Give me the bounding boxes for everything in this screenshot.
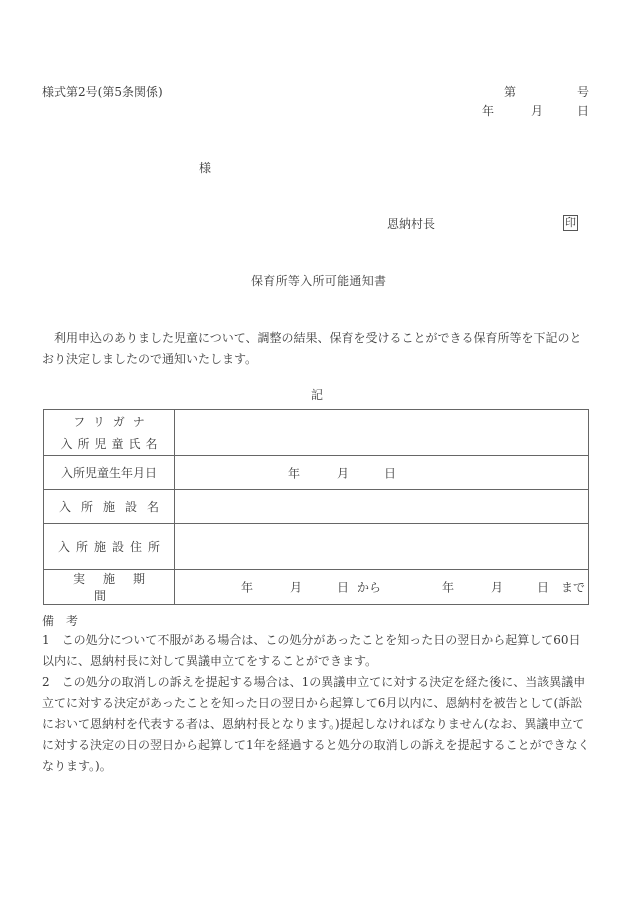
table-row-facility-name: [44, 490, 589, 524]
period-to-day: 日: [537, 580, 550, 595]
table-row-period: [44, 570, 589, 605]
remark-note-1: 1 この処分について不服がある場合は、この処分があったことを知った日の翌日から起算して60日以内に、恩納村長に対して異議申立てをすることができます。: [42, 633, 581, 668]
remark-note-2: 2 この処分の取消しの訴えを提起する場合は、1の異議申立てに対する決定を経た後に、当該異議申立てに対する決定があったことを知った日の翌日から起算して6月以内に、恩納村を被告として(訴訟において恩納村を代表する者は、恩納村長となります。)提起しなければなりません(なお、異議申立てに対する決定の日の翌日から起算して1年を経過すると処分の取消しの訴えを提起することができなくなります。)。: [42, 675, 590, 773]
label-cell: [44, 570, 175, 605]
issuer-title: 恩納村長: [387, 217, 436, 231]
dob-month: 月: [337, 466, 350, 480]
issue-date-day: 日: [577, 104, 590, 118]
label-cell: [44, 490, 175, 524]
period-field[interactable]: [175, 570, 589, 605]
period-to-word: まで: [561, 580, 586, 595]
facility-address-field[interactable]: [175, 524, 589, 570]
facility-name-field[interactable]: [175, 490, 589, 524]
label-cell: [44, 524, 175, 570]
facility-address-label: 入所施設住所: [57, 540, 166, 554]
period-to-month: 月: [491, 580, 504, 595]
details-table: [43, 409, 589, 605]
document-number-prefix: 第: [504, 85, 517, 99]
furigana-label: フリガナ: [73, 414, 153, 429]
child-dob-label: 入所児童生年月日: [44, 456, 175, 490]
issue-date-year: 年: [482, 104, 495, 118]
period-from-year: 年: [241, 580, 254, 595]
issue-date-month: 月: [531, 104, 544, 118]
child-name-label: 入所児童氏名: [60, 436, 163, 451]
dob-day: 日: [384, 466, 397, 480]
dob-year: 年: [288, 466, 301, 480]
ki-label: 記: [311, 388, 324, 402]
seal-icon: 印: [565, 216, 576, 229]
document-title: 保育所等入所可能通知書: [251, 274, 387, 288]
facility-name-label: 入所施設名: [58, 500, 169, 514]
remarks-heading: 備 考: [42, 614, 79, 628]
period-from-month: 月: [290, 580, 303, 595]
document-number-suffix: 号: [577, 85, 590, 99]
form-number: 様式第2号(第5条関係): [42, 85, 163, 99]
body-text: 利用申込のありました児童について、調整の結果、保育を受けることができる保育所等を下記のとおり決定しましたので通知いたします。: [42, 331, 582, 366]
child-name-field[interactable]: [175, 410, 589, 456]
period-label: 実施期間: [72, 572, 163, 603]
label-cell: [44, 410, 175, 456]
table-row-child-name: [44, 410, 589, 456]
addressee-honorific: 様: [199, 161, 212, 175]
table-row-child-dob: [44, 456, 589, 490]
period-from-word: から: [357, 580, 382, 595]
period-from-day: 日: [337, 580, 350, 595]
table-row-facility-address: [44, 524, 589, 570]
period-to-year: 年: [442, 580, 455, 595]
child-dob-field[interactable]: [175, 456, 589, 490]
